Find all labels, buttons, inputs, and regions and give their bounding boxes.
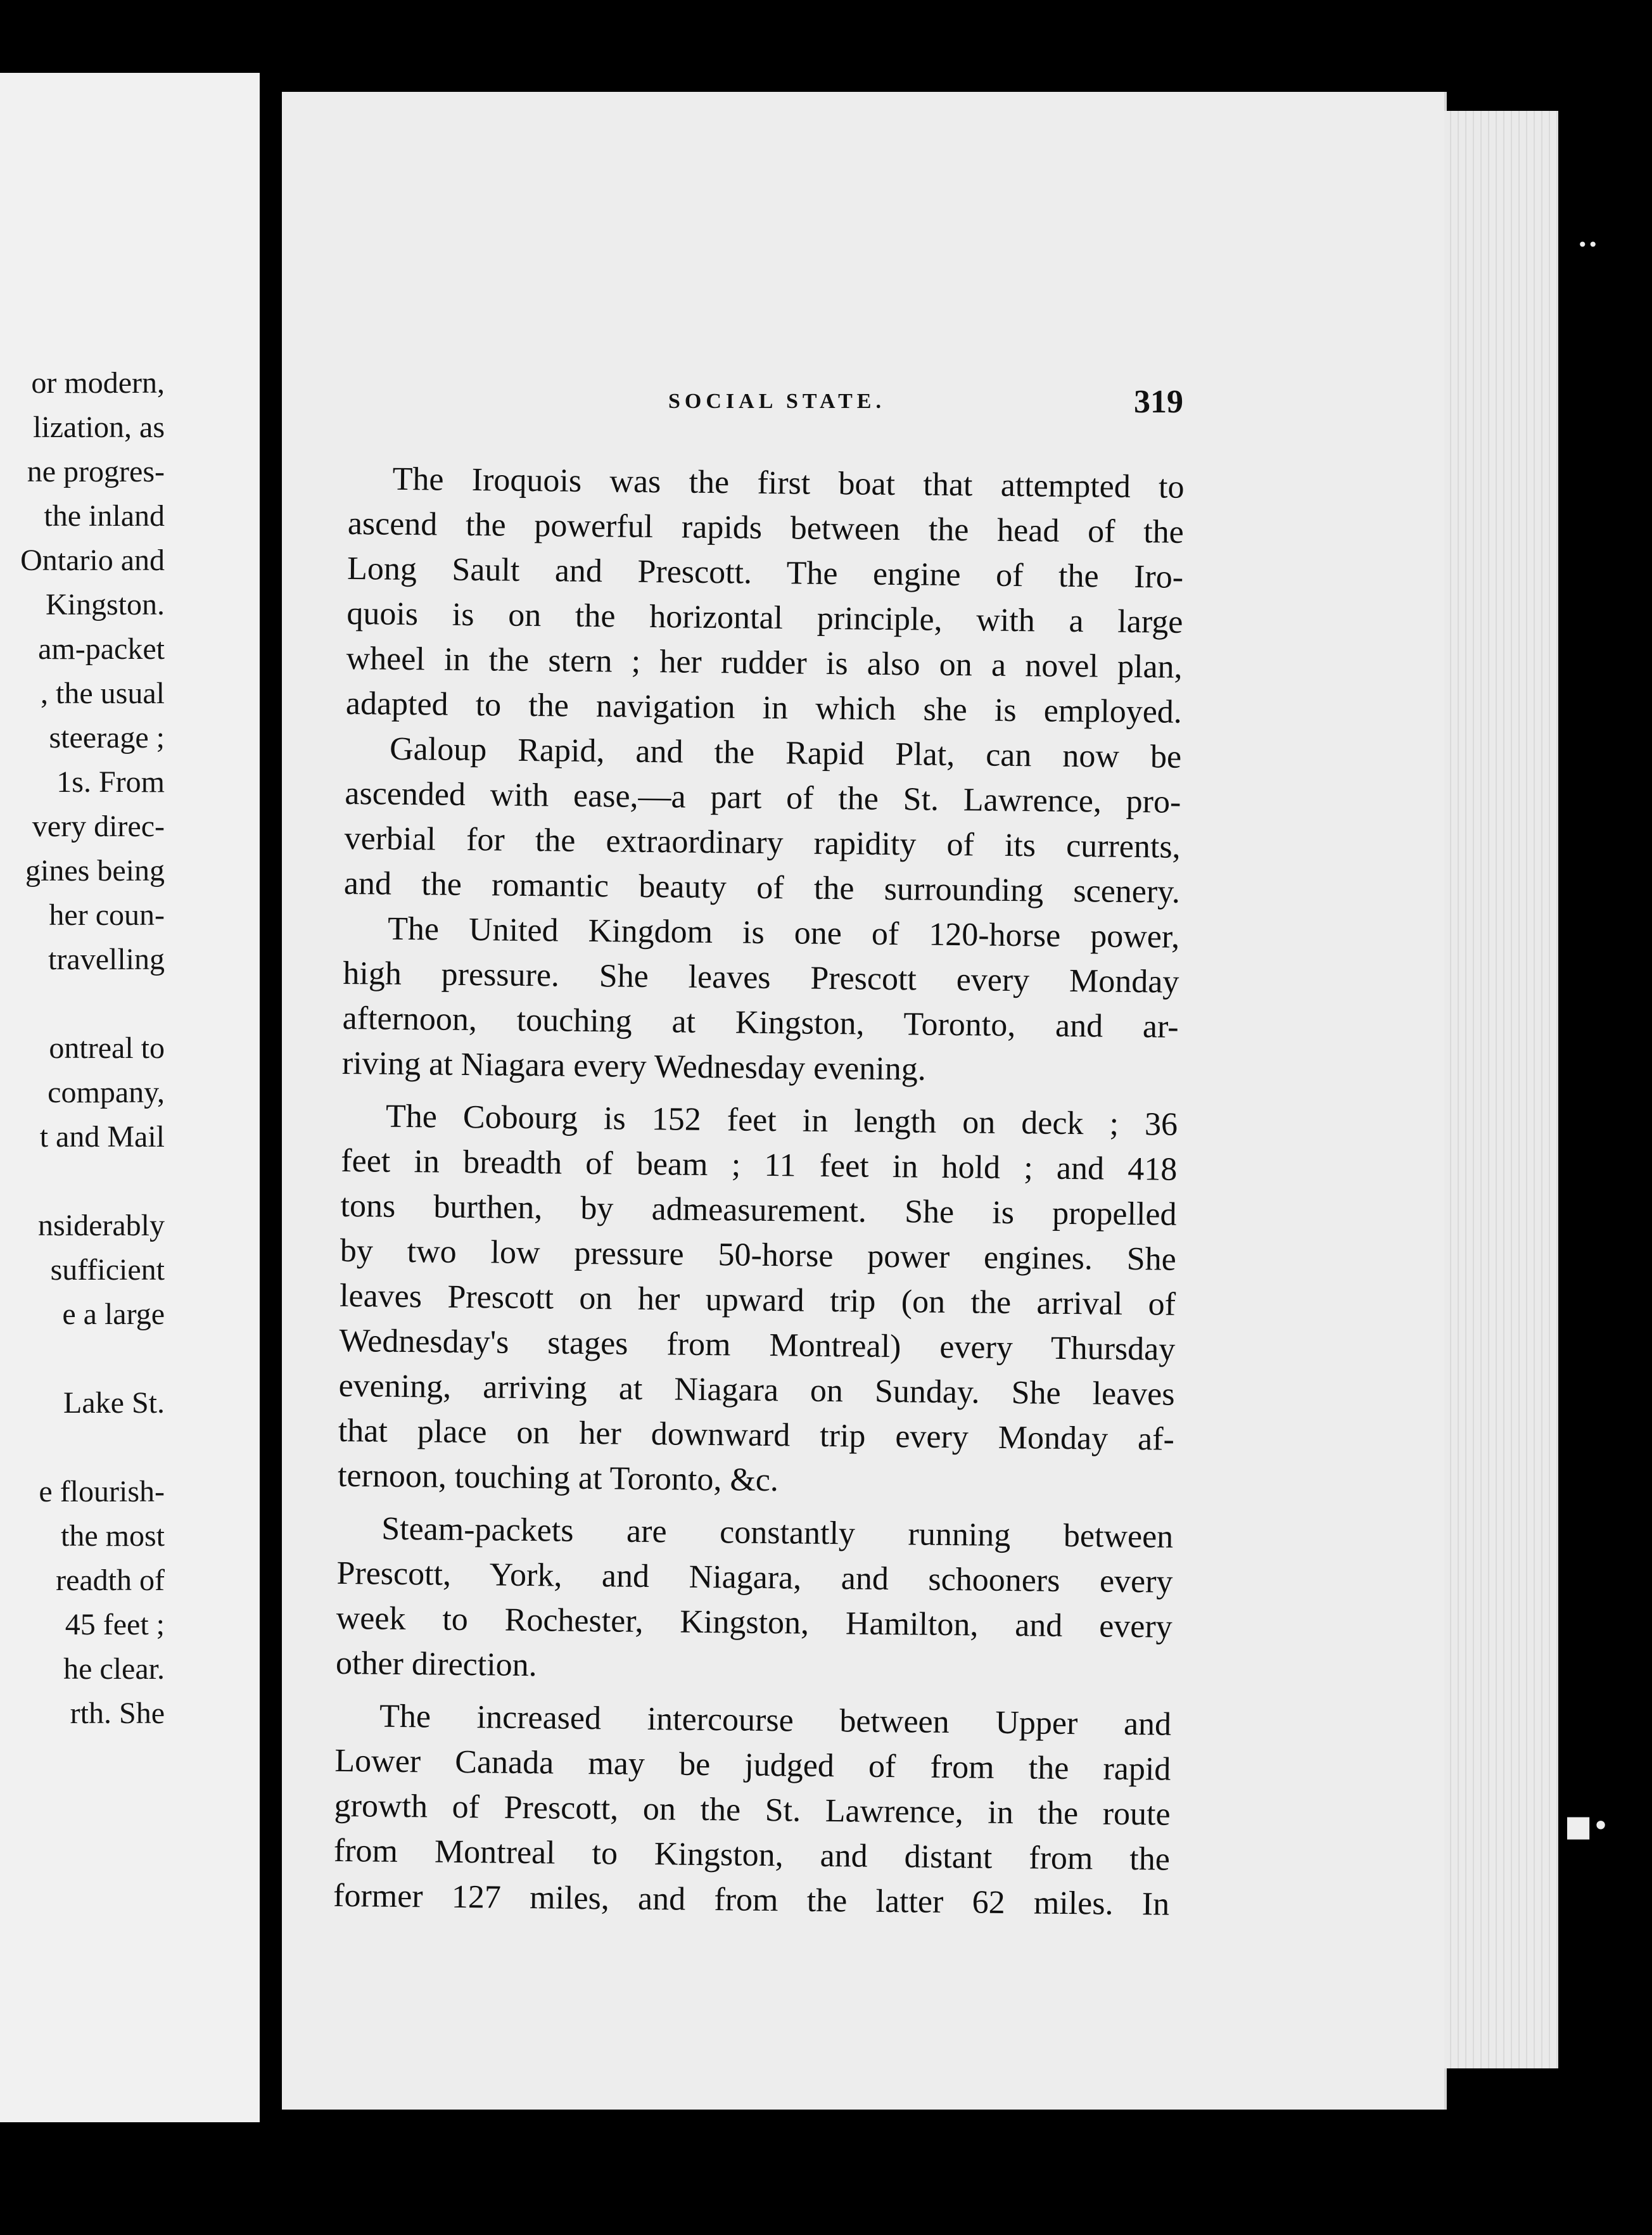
text-line: adapted to the navigation in which she is employed. — [345, 685, 1183, 730]
facing-page-text — [0, 361, 165, 1736]
text-line: Lower Canada may be judged of from the rapid — [334, 1742, 1171, 1788]
facing-line: 45 feet ; — [65, 1608, 165, 1641]
page-edges — [1444, 111, 1558, 2068]
facing-line: ontreal to — [49, 1031, 165, 1065]
text-line: The Cobourg is 152 feet in length on deck ; 36 — [385, 1098, 1178, 1143]
text-line: wheel in the stern ; her rudder is also on a novel plan, — [346, 640, 1183, 685]
text-line: tons burthen, by admeasurement. She is propelled — [340, 1187, 1177, 1233]
book-page — [282, 92, 1447, 2110]
text-line: Prescott, York, and Niagara, and schooners every — [336, 1555, 1173, 1600]
text-line: Galoup Rapid, and the Rapid Plat, can now be — [389, 730, 1182, 775]
text-line: that place on her downward trip every Monday af- — [338, 1412, 1175, 1458]
running-title: SOCIAL STATE. — [668, 390, 886, 413]
facing-line: readth of — [56, 1563, 165, 1597]
text-line: evening, arriving at Niagara on Sunday. She leaves — [338, 1367, 1175, 1413]
paragraph-steam-packets — [336, 1506, 1174, 1695]
paragraph-united-kingdom — [342, 906, 1180, 1095]
paragraph-intercourse — [333, 1693, 1172, 1927]
facing-line: am-packet — [38, 632, 165, 666]
text-line: feet in breadth of beam ; 11 feet in hold ; and 418 — [341, 1142, 1178, 1188]
text-line: leaves Prescott on her upward trip (on the arrival of — [339, 1277, 1176, 1323]
text-line: quois is on the horizontal principle, with a large — [346, 595, 1183, 640]
text-line: riving at Niagara every Wednesday evening. — [341, 1045, 927, 1088]
paragraph-galoup-rapid — [344, 726, 1182, 915]
facing-line-gap — [0, 1159, 165, 1204]
text-line: The United Kingdom is one of 120-horse power, — [387, 910, 1180, 955]
text-line: ternoon, touching at Toronto, &c. — [337, 1457, 779, 1499]
facing-line: very direc- — [32, 810, 165, 843]
text-line: verbial for the extraordinary rapidity of its currents, — [344, 820, 1181, 865]
facing-line: nsiderably — [38, 1209, 165, 1242]
text-line: Steam-packets are constantly running between — [381, 1510, 1174, 1555]
facing-line: or modern, — [31, 366, 165, 400]
body-text — [333, 456, 1185, 1927]
facing-line: e flourish- — [39, 1475, 165, 1508]
facing-line: steerage ; — [49, 721, 165, 755]
text-line: and the romantic beauty of the surrounding scenery. — [343, 865, 1181, 910]
paragraph-cobourg — [338, 1093, 1178, 1507]
facing-line-gap — [0, 1425, 165, 1470]
facing-line: , the usual — [41, 677, 165, 710]
facing-line: t and Mail — [39, 1120, 165, 1154]
book-gutter — [260, 0, 282, 2235]
facing-line: company, — [48, 1076, 165, 1109]
text-line: Long Sault and Prescott. The engine of the Iro- — [346, 550, 1184, 595]
facing-line: Ontario and — [20, 544, 165, 577]
text-line: The Iroquois was the first boat that attempted to — [392, 461, 1185, 506]
facing-line-gap — [0, 982, 165, 1026]
text-line: ascend the powerful rapids between the head of the — [347, 505, 1185, 551]
page-number: 319 — [1134, 384, 1183, 420]
text-line: week to Rochester, Kingston, Hamilton, and every — [336, 1600, 1173, 1645]
facing-line: rth. She — [70, 1697, 165, 1730]
facing-line: her coun- — [49, 898, 165, 932]
text-line: former 127 miles, and from the latter 62 miles. In — [333, 1877, 1170, 1923]
text-line: Wednesday's stages from Montreal) every Thursday — [339, 1322, 1176, 1368]
text-line: ascended with ease,—a part of the St. Lawrence, pro- — [345, 775, 1181, 820]
scan-speck-icon: •• — [1577, 234, 1599, 255]
facing-line: gines being — [25, 854, 165, 888]
facing-line: ne progres- — [27, 455, 165, 488]
facing-line: sufficient — [50, 1253, 165, 1287]
facing-line: lization, as — [33, 411, 165, 444]
text-line: high pressure. She leaves Prescott every Monday — [343, 955, 1179, 1000]
facing-line: the inland — [44, 499, 165, 533]
text-line: afternoon, touching at Kingston, Toronto, and ar- — [342, 1000, 1179, 1045]
facing-line: Lake St. — [63, 1386, 165, 1420]
text-line: from Montreal to Kingston, and distant from the — [333, 1832, 1171, 1878]
facing-line: the most — [61, 1519, 165, 1553]
facing-line: e a large — [62, 1297, 165, 1331]
facing-line: Kingston. — [45, 588, 165, 621]
text-line: by two low pressure 50-horse power engines. She — [340, 1232, 1177, 1278]
text-line: other direction. — [335, 1645, 537, 1684]
scan-speck-icon: ■• — [1565, 1809, 1610, 1843]
facing-line: he clear. — [63, 1652, 165, 1686]
facing-line: 1s. From — [56, 765, 165, 799]
facing-line: travelling — [48, 943, 165, 976]
facing-page — [0, 73, 260, 2122]
paragraph-iroquois — [346, 456, 1185, 735]
facing-line-gap — [0, 1337, 165, 1381]
text-line: growth of Prescott, on the St. Lawrence, in the route — [334, 1787, 1171, 1833]
text-line: The increased intercourse between Upper and — [379, 1698, 1172, 1743]
